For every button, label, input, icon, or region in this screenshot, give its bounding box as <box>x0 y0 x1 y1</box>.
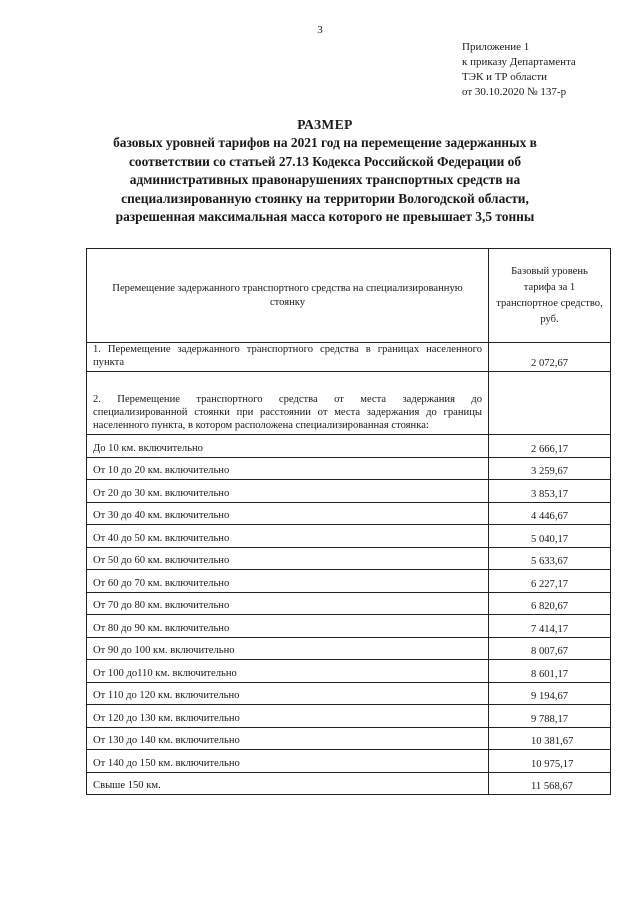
distance-price: 10 975,17 <box>489 750 611 773</box>
appendix-note <box>462 40 634 100</box>
title-subtitle-line: соответствии со статьей 27.13 Кодекса Российской Федерации об <box>128 153 522 169</box>
table-row <box>87 772 611 795</box>
distance-label: От 130 до 140 км. включительно <box>87 727 489 750</box>
appendix-line: Приложение 1 <box>462 41 530 53</box>
title-subtitle-line: разрешенная максимальная масса которого не превышает 3,5 тонны <box>115 209 535 225</box>
distance-price: 10 381,67 <box>489 727 611 750</box>
table-row <box>87 372 611 435</box>
title-subtitle-line: административных правонарушениях транспортных средств на <box>129 172 521 188</box>
header-price-line: Базовый уровень <box>511 265 588 277</box>
distance-label: От 90 до 100 км. включительно <box>87 637 489 660</box>
distance-price: 7 414,17 <box>489 615 611 638</box>
tariff-table <box>86 248 611 795</box>
table-row <box>87 480 611 503</box>
distance-label: От 20 до 30 км. включительно <box>87 480 489 503</box>
row-price: 2 072,67 <box>489 343 611 372</box>
distance-price: 9 788,17 <box>489 705 611 728</box>
distance-label: От 70 до 80 км. включительно <box>87 592 489 615</box>
title-subtitle-line: базовых уровней тарифов на 2021 год на перемещение задержанных в <box>113 135 537 151</box>
distance-label: От 100 до110 км. включительно <box>87 660 489 683</box>
distance-label: От 40 до 50 км. включительно <box>87 525 489 548</box>
table-header-row <box>87 249 611 343</box>
table-row <box>87 750 611 773</box>
distance-label: От 30 до 40 км. включительно <box>87 502 489 525</box>
distance-price: 6 820,67 <box>489 592 611 615</box>
table-row <box>87 727 611 750</box>
distance-label: До 10 км. включительно <box>87 435 489 458</box>
table-row <box>87 705 611 728</box>
appendix-line: к приказу Департамента <box>462 56 576 68</box>
header-price-line: тарифа за 1 <box>523 281 576 293</box>
distance-label: От 140 до 150 км. включительно <box>87 750 489 773</box>
distance-label: От 110 до 120 км. включительно <box>87 682 489 705</box>
distance-label: От 120 до 130 км. включительно <box>87 705 489 728</box>
table-row <box>87 615 611 638</box>
distance-price: 5 633,67 <box>489 547 611 570</box>
distance-label: От 60 до 70 км. включительно <box>87 570 489 593</box>
header-price-line: транспортное средство, <box>496 297 603 309</box>
distance-price: 3 853,17 <box>489 480 611 503</box>
table-row <box>87 682 611 705</box>
distance-label: От 10 до 20 км. включительно <box>87 457 489 480</box>
table-row <box>87 457 611 480</box>
table-row <box>87 435 611 458</box>
distance-price: 9 194,67 <box>489 682 611 705</box>
distance-price: 3 259,67 <box>489 457 611 480</box>
appendix-line: от 30.10.2020 № 137-р <box>462 86 567 98</box>
table-row <box>87 343 611 372</box>
table-row <box>87 525 611 548</box>
distance-label: От 50 до 60 км. включительно <box>87 547 489 570</box>
title-main: РАЗМЕР <box>297 117 353 132</box>
appendix-line: ТЭК и ТР области <box>462 71 548 83</box>
distance-price: 6 227,17 <box>489 570 611 593</box>
distance-price: 8 007,67 <box>489 637 611 660</box>
table-row <box>87 502 611 525</box>
table-row <box>87 637 611 660</box>
header-price <box>489 249 611 343</box>
distance-label: От 80 до 90 км. включительно <box>87 615 489 638</box>
table-row <box>87 660 611 683</box>
row-description: 1. Перемещение задержанного транспортного средства в границах населенного пункта <box>87 343 489 372</box>
distance-label: Свыше 150 км. <box>87 772 489 795</box>
distance-price: 8 601,17 <box>489 660 611 683</box>
distance-price: 4 446,67 <box>489 502 611 525</box>
document-title <box>60 116 590 226</box>
row-description: 2. Перемещение транспортного средства от места задержания до специализированной стоянки при расстоянии от места задержания до границы населенного пункта, в котором расположена специализированная стоянка: <box>87 372 489 435</box>
page-number: 3 <box>317 24 323 36</box>
table-row <box>87 547 611 570</box>
distance-price: 5 040,17 <box>489 525 611 548</box>
header-price-line: руб. <box>540 313 559 325</box>
title-subtitle-line: специализированную стоянку на территории Вологодской области, <box>121 190 529 206</box>
distance-price: 11 568,67 <box>489 772 611 795</box>
distance-price: 2 666,17 <box>489 435 611 458</box>
header-description: Перемещение задержанного транспортного средства на специализированную стоянку <box>87 249 489 343</box>
table-row <box>87 570 611 593</box>
row-price-empty <box>489 372 611 435</box>
table-row <box>87 592 611 615</box>
